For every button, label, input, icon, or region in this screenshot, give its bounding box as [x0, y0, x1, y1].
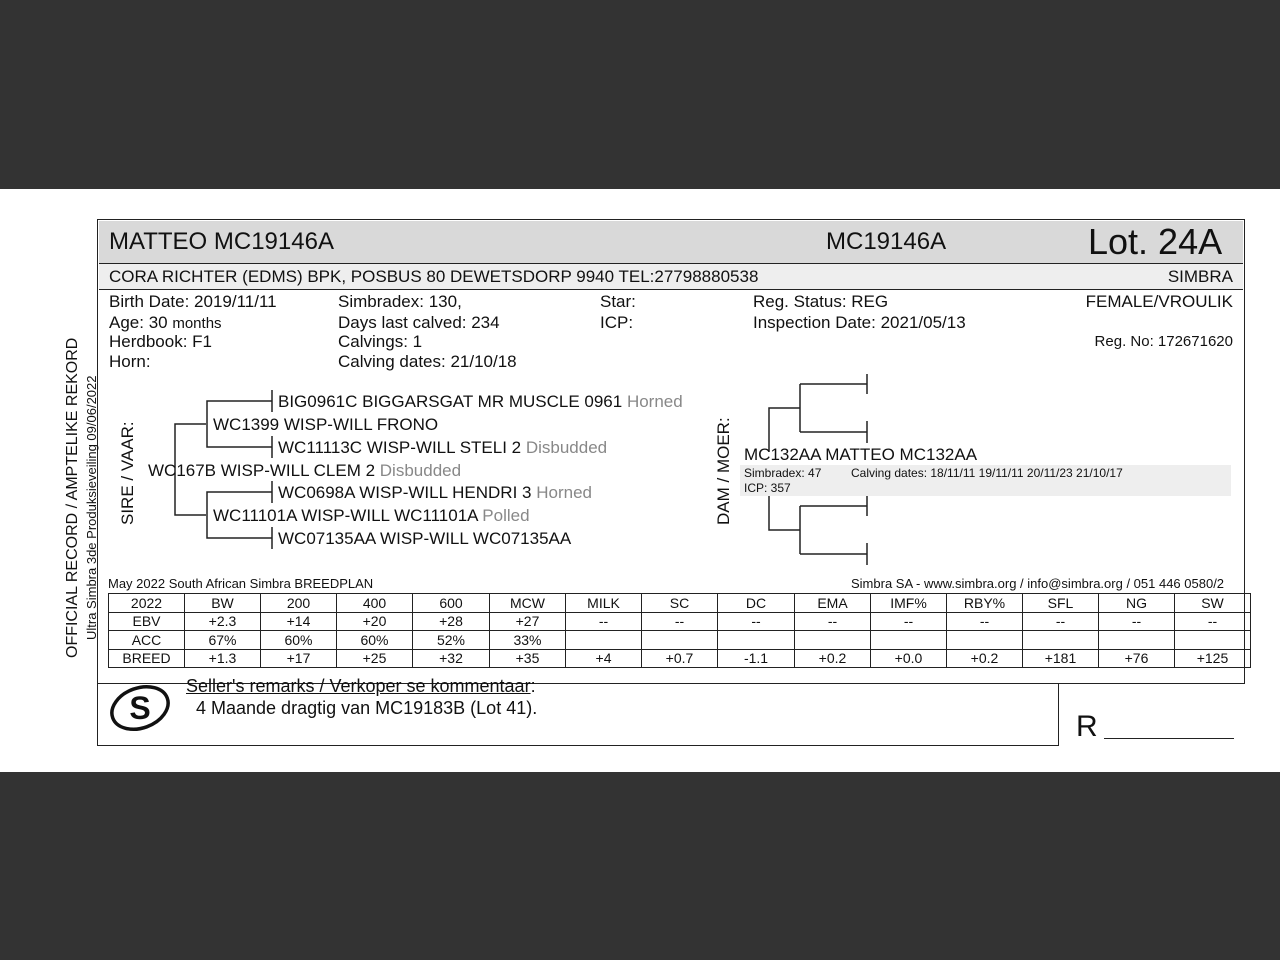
auction-label: Ultra Simbra 3de Produksieveiling 09/06/2022	[84, 375, 99, 640]
table-cell: +125	[1175, 649, 1251, 668]
table-cell	[947, 631, 1023, 650]
table-cell: --	[1099, 612, 1175, 631]
table-cell: 52%	[413, 631, 490, 650]
table-header-cell: MILK	[566, 594, 642, 613]
age-value: Age: 30	[109, 313, 168, 332]
table-cell: +0.0	[871, 649, 947, 668]
table-cell: +17	[261, 649, 337, 668]
days-last-calved: Days last calved: 234	[338, 313, 500, 332]
table-row	[109, 631, 1251, 650]
table-cell: +181	[1023, 649, 1099, 668]
table-cell: --	[642, 612, 718, 631]
price-box-top	[1058, 683, 1245, 686]
table-cell: +32	[413, 649, 490, 668]
table-cell: 67%	[185, 631, 261, 650]
horn: Horn:	[109, 352, 151, 371]
sex: FEMALE/VROULIK	[1085, 292, 1233, 311]
table-cell: +25	[337, 649, 413, 668]
sire-note: Disbudded	[379, 461, 462, 480]
table-cell	[795, 631, 871, 650]
table-header-cell: 200	[261, 594, 337, 613]
table-cell: +4	[566, 649, 642, 668]
ss-name: WC1399 WISP-WILL FRONO	[213, 415, 439, 434]
table-row	[109, 612, 1251, 631]
table-header-cell: IMF%	[871, 594, 947, 613]
table-header-cell: EMA	[795, 594, 871, 613]
sire-dam-dam	[278, 529, 571, 549]
inspection-date: Inspection Date: 2021/05/13	[753, 313, 966, 332]
table-cell: +27	[490, 612, 566, 631]
lot-number: Lot. 24A	[1088, 221, 1223, 262]
sds-name: WC0698A WISP-WILL HENDRI 3	[278, 483, 532, 502]
table-cell: --	[566, 612, 642, 631]
table-cell: +2.3	[185, 612, 261, 631]
breedplan-table	[108, 593, 1251, 668]
table-cell	[1023, 631, 1099, 650]
table-cell	[718, 631, 795, 650]
dam-icp: ICP: 357	[744, 481, 791, 495]
star: Star:	[600, 292, 636, 311]
sd-name: WC11101A WISP-WILL WC11101A	[213, 506, 478, 525]
sss-name: BIG0961C BIGGARSGAT MR MUSCLE 0961	[278, 392, 623, 411]
breeder-address: CORA RICHTER (EDMS) BPK, POSBUS 80 DEWETSDORP 9940 TEL:27798880538	[109, 267, 759, 286]
table-cell: ACC	[109, 631, 185, 650]
table-header-row	[109, 594, 1251, 613]
table-header-cell: SFL	[1023, 594, 1099, 613]
sss-note: Horned	[626, 392, 683, 411]
table-header-cell: 2022	[109, 594, 185, 613]
calvings: Calvings: 1	[338, 332, 423, 351]
official-record-label: OFFICIAL RECORD / AMPTELIKE REKORD	[64, 337, 81, 658]
table-cell	[566, 631, 642, 650]
table-cell: BREED	[109, 649, 185, 668]
table-cell: --	[871, 612, 947, 631]
sds-note: Horned	[536, 483, 592, 502]
table-cell: +0.7	[642, 649, 718, 668]
sire-dam-sire	[278, 483, 592, 503]
dam-name: MC132AA MATTEO MC132AA	[744, 445, 978, 464]
dam-calving-dates: Calving dates: 18/11/11 19/11/11 20/11/23 21/10/17	[851, 466, 1123, 480]
remarks-title: Seller's remarks / Verkoper se kommentaar	[186, 676, 531, 696]
table-header-cell: SC	[642, 594, 718, 613]
table-cell: 33%	[490, 631, 566, 650]
sire-name: WC167B WISP-WILL CLEM 2	[148, 461, 376, 480]
table-cell: +14	[261, 612, 337, 631]
dam-label: DAM / MOER:	[714, 417, 733, 525]
herdbook: Herdbook: F1	[109, 332, 212, 351]
calving-dates: Calving dates: 21/10/18	[338, 352, 517, 371]
table-header-cell: SW	[1175, 594, 1251, 613]
sire-sire-dam	[278, 438, 607, 458]
table-cell: +0.2	[795, 649, 871, 668]
table-cell: --	[1175, 612, 1251, 631]
table-cell: +35	[490, 649, 566, 668]
table-cell: --	[718, 612, 795, 631]
age-unit: months	[172, 315, 222, 332]
breed-name: SIMBRA	[1167, 267, 1233, 286]
table-header-cell: BW	[185, 594, 261, 613]
dam-simbradex: Simbradex: 47	[744, 466, 822, 480]
sd-note: Polled	[482, 506, 530, 525]
simbradex: Simbradex: 130,	[338, 292, 462, 311]
table-cell	[871, 631, 947, 650]
icp: ICP:	[600, 313, 634, 332]
table-cell: 60%	[337, 631, 413, 650]
table-cell: +20	[337, 612, 413, 631]
animal-title: MATTEO MC19146A	[109, 228, 334, 255]
table-cell: -1.1	[718, 649, 795, 668]
price-label: R	[1076, 710, 1098, 743]
table-row	[109, 649, 1251, 668]
breedplan-title: May 2022 South African Simbra BREEDPLAN	[108, 576, 374, 591]
sire-sire	[213, 415, 438, 435]
table-header-cell: 600	[413, 594, 490, 613]
reg-number: Reg. No: 172671620	[1094, 333, 1233, 350]
birth-date: Birth Date: 2019/11/11	[109, 292, 277, 311]
sire	[148, 461, 461, 481]
table-header-cell: MCW	[490, 594, 566, 613]
breedplan-contact: Simbra SA - www.simbra.org / info@simbra.org / 051 446 0580/2	[851, 576, 1225, 591]
table-header-cell: DC	[718, 594, 795, 613]
animal-code: MC19146A	[826, 228, 947, 255]
table-cell: 60%	[261, 631, 337, 650]
table-header-cell: RBY%	[947, 594, 1023, 613]
table-cell: +28	[413, 612, 490, 631]
sdd-name: WC07135AA WISP-WILL WC07135AA	[278, 529, 572, 548]
simbra-logo-icon	[108, 682, 172, 732]
table-cell: --	[1023, 612, 1099, 631]
table-cell: +76	[1099, 649, 1175, 668]
table-header-cell: NG	[1099, 594, 1175, 613]
remarks-text: 4 Maande dragtig van MC19183B (Lot 41).	[196, 698, 538, 718]
sire-label: SIRE / VAAR:	[118, 421, 137, 525]
table-cell: +0.2	[947, 649, 1023, 668]
table-cell	[642, 631, 718, 650]
reg-status: Reg. Status: REG	[753, 292, 889, 311]
sire-dam	[213, 506, 530, 526]
table-cell: --	[947, 612, 1023, 631]
ssd-name: WC11113C WISP-WILL STELI 2	[278, 438, 522, 457]
table-header-cell: 400	[337, 594, 413, 613]
table-cell	[1099, 631, 1175, 650]
remarks-heading	[186, 676, 536, 697]
price-line[interactable]	[1104, 738, 1234, 739]
table-cell: EBV	[109, 612, 185, 631]
table-cell: --	[795, 612, 871, 631]
table-cell: +1.3	[185, 649, 261, 668]
sire-sire-sire	[278, 392, 683, 412]
table-cell	[1175, 631, 1251, 650]
remarks-colon: :	[530, 676, 536, 696]
logo-letter: S	[129, 690, 151, 726]
ssd-note: Disbudded	[525, 438, 608, 457]
